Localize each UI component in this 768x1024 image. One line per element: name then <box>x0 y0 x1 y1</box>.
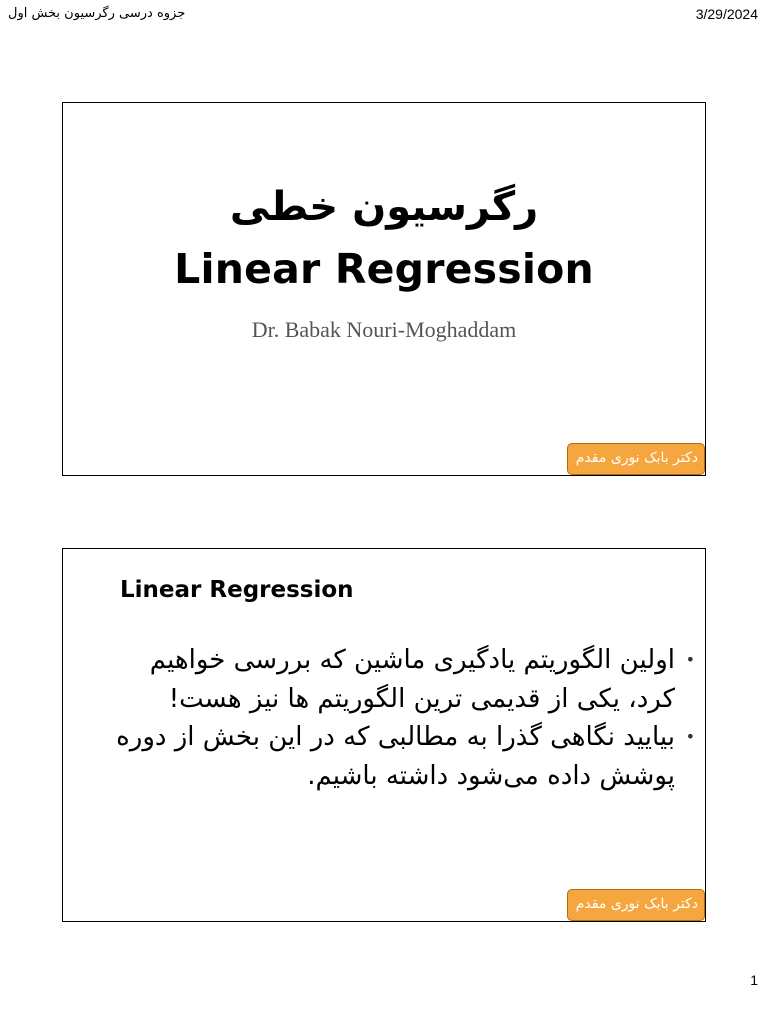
page-number: 1 <box>750 972 758 988</box>
author-tag: دکتر بابک نوری مقدم <box>567 889 705 921</box>
document-header-title: جزوه درسی رگرسیون بخش اول <box>8 6 186 21</box>
author-tag: دکتر بابک نوری مقدم <box>567 443 705 475</box>
slide-author: Dr. Babak Nouri-Moghaddam <box>251 317 517 342</box>
bullet-item: • بیایید نگاهی گذرا به مطالبی که در این بخش از دوره پوشش داده می‌شود داشته باشیم. <box>109 718 675 795</box>
slide-title-english: Linear Regression <box>174 245 594 293</box>
slide-heading: Linear Regression <box>120 577 354 603</box>
slide-2 <box>62 548 706 922</box>
bullet-item: • اولین الگوریتم یادگیری ماشین که بررسی خواهیم کرد، یکی از قدیمی ترین الگوریتم ها نیز هست! <box>109 641 675 718</box>
document-header-date: 3/29/2024 <box>695 6 758 22</box>
slide-1 <box>62 102 706 476</box>
bullet-list <box>109 641 697 795</box>
slide-title-persian: رگرسیون خطی <box>229 184 539 230</box>
